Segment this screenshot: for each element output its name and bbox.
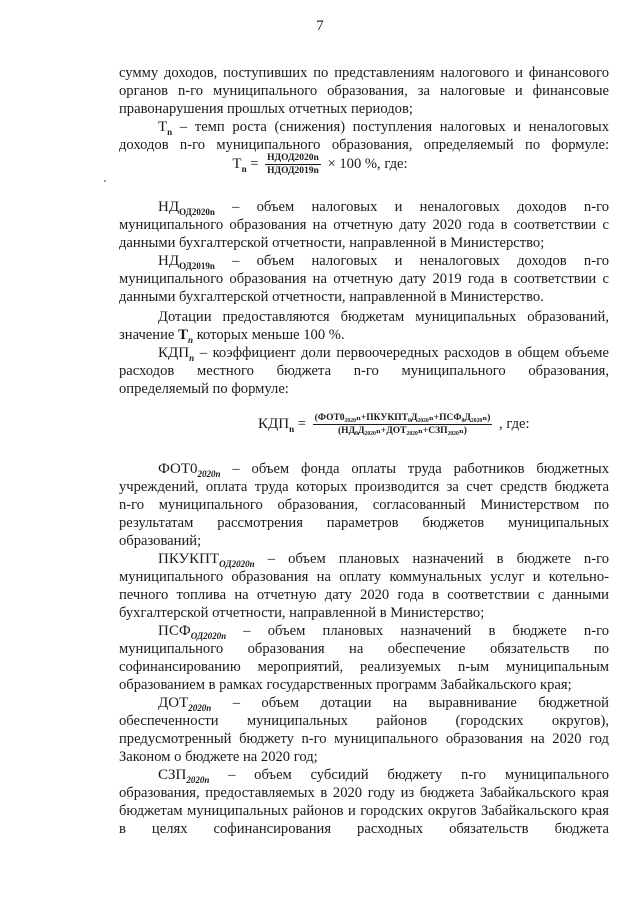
page-number: 7 <box>316 18 324 34</box>
text-line: органов n-го муниципального образования, за налоговые и финансовые <box>119 83 609 99</box>
text-line: печного топлива на отчетную дату 2020 года в соответствии с данными <box>119 587 609 603</box>
text-line: данными бухгалтерской отчетности, направленной в Министерство; <box>119 235 545 251</box>
text-line: обеспеченности муниципальных районов (городских округов), <box>119 713 609 729</box>
fraction: $\frac{\text{НДОД2020n}}{\text{НДОД2019n}}$ <box>267 153 319 177</box>
text-line: сумму доходов, поступивших по представлениям налогового и финансового <box>119 65 609 81</box>
text-line: Законом о бюджете на 2020 год; <box>119 749 318 765</box>
definition-nd2019: $НД_{ОД2019n}$ – объем налоговых и неналоговых доходов n-го <box>158 253 609 271</box>
scan-speck <box>104 180 106 182</box>
definition-pkukpt: $ПКУКПТ_{ОД2020n}$ – объем плановых назначений в бюджете n-го <box>158 551 609 569</box>
text-line: муниципального образования на оплату коммунальных услуг и котельно- <box>119 569 609 585</box>
text-line: в целях софинансирования расходных обязательств бюджета <box>119 821 609 837</box>
definition-nd2020: $НД_{ОД2020n}$ – объем налоговых и неналоговых доходов n-го <box>158 199 609 217</box>
text-line: учреждений, оплата труда которых производится за счет средств бюджета <box>119 479 609 495</box>
text-line: правонарушения прошлых отчетных периодов; <box>119 101 413 117</box>
text-line: бюджетам муниципальных районов и городских округов Забайкальского края <box>119 803 609 819</box>
definition-dot: $ДОТ_{2020n}$ – объем дотации на выравнивание бюджетной <box>158 695 609 713</box>
text-line: муниципального образования на отчетную дату 2019 года в соответствии с <box>119 271 609 287</box>
definition-szp: $СЗП_{2020n}$ – объем субсидий бюджету n-го муниципального <box>158 767 609 785</box>
text-line: бухгалтерской отчетности, направленной в Министерство; <box>119 605 485 621</box>
text-line: значение $T_n$ которых меньше 100 %. <box>119 327 345 345</box>
definition-fot: $ФОТ0_{2020n}$ – объем фонда оплаты труда работников бюджетных <box>158 461 609 479</box>
text-line: образованием в рамках государственных программ Забайкальского края; <box>119 677 572 693</box>
text-line: муниципального образования на отчетную дату 2020 года в соответствии с <box>119 217 609 233</box>
text-line: предусмотренный бюджету n-го муниципального образования на 2020 год <box>119 731 609 747</box>
text-line: образований; <box>119 533 202 549</box>
text-line: софинансированию мероприятий, реализуемых n-ым муниципальным <box>119 659 609 675</box>
text-line: n-го муниципального образования, согласованный Министерством по <box>119 497 609 513</box>
text-line: данными бухгалтерской отчетности, направленной в Министерство. <box>119 289 544 305</box>
text-line: доходов n-го муниципального образования, определяемый по формуле: <box>119 137 609 153</box>
text-line: образования, предоставляемых в 2020 году из бюджета Забайкальского края <box>119 785 609 801</box>
text-line: определяемый по формуле: <box>119 381 289 397</box>
formula-tn: $T_n$ = $\frac{\text{НДОД2020n}}{\text{НДОД2019n}}$ × 100 %, где: <box>232 153 408 177</box>
text-line: результатам рассмотрения параметров бюджетов муниципальных <box>119 515 609 531</box>
definition-psf: $ПСФ_{ОД2020n}$ – объем плановых назначений в бюджете n-го <box>158 623 609 641</box>
definition-tn: $T_n$ – темп роста (снижения) поступления налоговых и неналоговых <box>158 119 609 137</box>
fraction: $\frac{\text{(ФОТ0₂₀₂₀ₙ+ПКУКПТ₀Д₂₀₂₀ₙ+ПСФ₀Д₂₀₂₀ₙ)}}{\text{(НД₀Д₂₀₂₀ₙ+ДОТ₂₀₂₀ₙ+СЗП₂₀₂₀ₙ)}}$ <box>314 413 491 437</box>
text-line: муниципального образования на обеспечение обязательств по <box>119 641 609 657</box>
text-line: Дотации предоставляются бюджетам муниципальных образований, <box>158 309 609 325</box>
definition-kdp: $КДП_n$ – коэффициент доли первоочередных расходов в общем объеме <box>158 345 609 363</box>
formula-kdp: $КДП_n$ = $\frac{\text{(ФОТ0₂₀₂₀ₙ+ПКУКПТ₀Д₂₀₂₀ₙ+ПСФ₀Д₂₀₂₀ₙ)}}{\text{(НД₀Д₂₀₂₀ₙ+ДОТ₂₀₂₀ₙ+СЗП₂₀₂₀ₙ)}}$ , где: <box>258 413 530 437</box>
text-line: расходов местного бюджета n-го муниципального образования, <box>119 363 609 379</box>
